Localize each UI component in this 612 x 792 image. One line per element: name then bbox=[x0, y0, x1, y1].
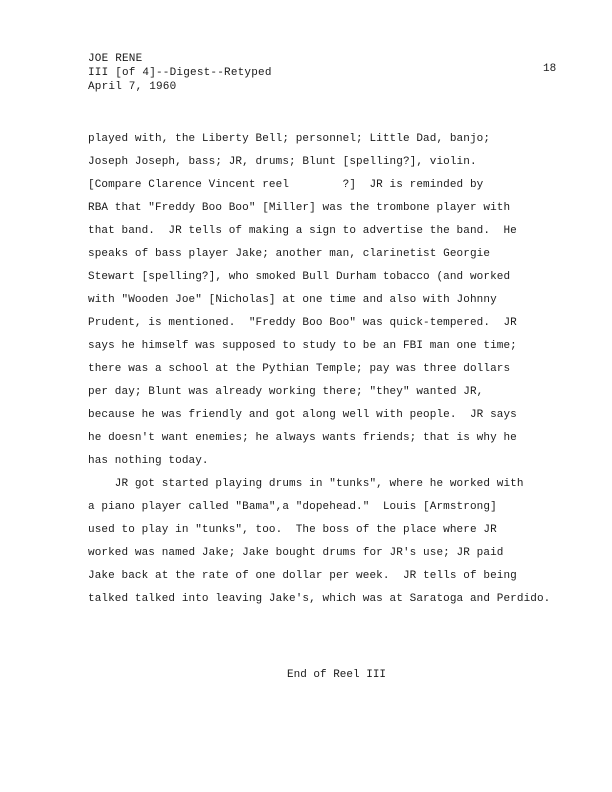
body-line: Stewart [spelling?], who smoked Bull Durham tobacco (and worked bbox=[88, 271, 511, 283]
interviewee-name: JOE RENE bbox=[88, 53, 143, 65]
body-line: [Compare Clarence Vincent reel ?] JR is reminded by bbox=[88, 179, 484, 191]
body-line: Joseph Joseph, bass; JR, drums; Blunt [spelling?], violin. bbox=[88, 156, 477, 168]
interview-date: April 7, 1960 bbox=[88, 81, 177, 93]
body-line: talked talked into leaving Jake's, which was at Saratoga and Perdido. bbox=[88, 593, 551, 605]
body-line: there was a school at the Pythian Temple; pay was three dollars bbox=[88, 363, 511, 375]
body-line: with "Wooden Joe" [Nicholas] at one time and also with Johnny bbox=[88, 294, 497, 306]
end-of-reel-label: End of Reel III bbox=[287, 669, 387, 681]
page-number: 18 bbox=[543, 63, 557, 75]
body-line: that band. JR tells of making a sign to advertise the band. He bbox=[88, 225, 517, 237]
body-line: he doesn't want enemies; he always wants friends; that is why he bbox=[88, 432, 517, 444]
body-line: Prudent, is mentioned. "Freddy Boo Boo" was quick-tempered. JR bbox=[88, 317, 517, 329]
transcript-body bbox=[88, 128, 588, 611]
body-line: per day; Blunt was already working there; "they" wanted JR, bbox=[88, 386, 484, 398]
body-line: used to play in "tunks", too. The boss of the place where JR bbox=[88, 524, 497, 536]
body-line: played with, the Liberty Bell; personnel; Little Dad, banjo; bbox=[88, 133, 491, 145]
body-line: Jake back at the rate of one dollar per week. JR tells of being bbox=[88, 570, 517, 582]
body-line: speaks of bass player Jake; another man, clarinetist Georgie bbox=[88, 248, 491, 260]
body-line: JR got started playing drums in "tunks", where he worked with bbox=[88, 478, 524, 490]
reel-info: III [of 4]--Digest--Retyped bbox=[88, 67, 272, 79]
body-line: RBA that "Freddy Boo Boo" [Miller] was the trombone player with bbox=[88, 202, 511, 214]
document-header bbox=[88, 52, 272, 94]
body-line: a piano player called "Bama",a "dopehead." Louis [Armstrong] bbox=[88, 501, 497, 513]
body-line: because he was friendly and got along well with people. JR says bbox=[88, 409, 517, 421]
body-line: worked was named Jake; Jake bought drums for JR's use; JR paid bbox=[88, 547, 504, 559]
body-line: says he himself was supposed to study to be an FBI man one time; bbox=[88, 340, 517, 352]
body-line: has nothing today. bbox=[88, 455, 209, 467]
